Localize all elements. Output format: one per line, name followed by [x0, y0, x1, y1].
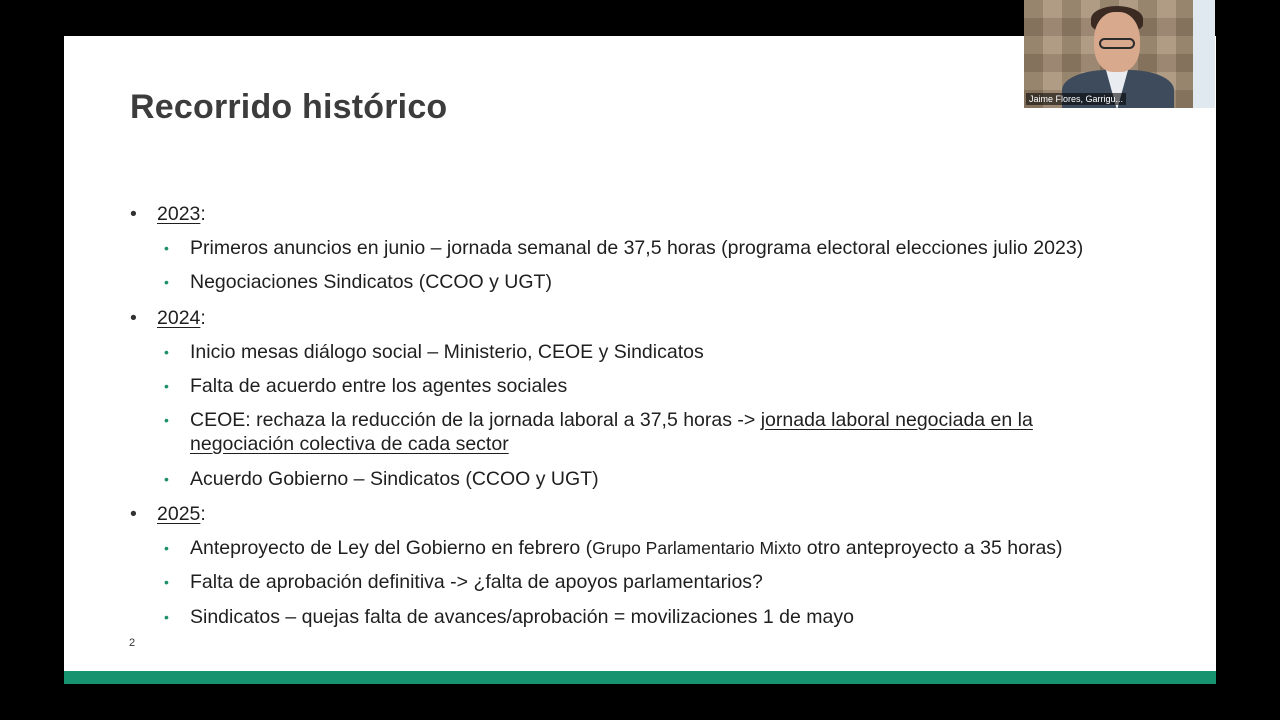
year-colon: : — [200, 307, 206, 329]
year-label: 2023 — [157, 203, 201, 225]
list-item-text: CEOE: rechaza la reducción de la jornada laboral a 37,5 horas -> — [190, 409, 761, 431]
footer-accent-bar — [64, 671, 1216, 684]
list-item-text: Sindicatos – quejas falta de avances/aprobación = movilizaciones 1 de mayo — [190, 606, 854, 628]
bullet: • — [164, 609, 169, 625]
underlined-text: negociación colectiva de cada sector — [190, 433, 509, 455]
presentation-slide — [64, 36, 1216, 684]
list-item-text: Anteproyecto de Ley del Gobierno en febrero ( — [190, 537, 593, 559]
webcam-thumbnail[interactable] — [1024, 0, 1215, 108]
bullet: • — [164, 471, 169, 487]
slide-title: Recorrido histórico — [130, 88, 448, 126]
slide-number: 2 — [129, 637, 136, 649]
list-item-text: Primeros anuncios en junio – jornada semanal de 37,5 horas (programa electoral elecciones julio 2023) — [190, 237, 1084, 259]
bullet: • — [164, 378, 169, 394]
bullet: • — [164, 412, 169, 428]
bullet: • — [130, 203, 137, 225]
bullet: • — [164, 240, 169, 256]
year-colon: : — [200, 503, 206, 525]
list-item-text: otro anteproyecto a 35 horas) — [801, 537, 1063, 559]
list-item-text: Negociaciones Sindicatos (CCOO y UGT) — [190, 271, 552, 293]
bullet: • — [164, 574, 169, 590]
list-item-text: Falta de aprobación definitiva -> ¿falta de apoyos parlamentarios? — [190, 571, 763, 593]
bullet: • — [164, 274, 169, 290]
bullet: • — [164, 344, 169, 360]
bullet: • — [164, 540, 169, 556]
slide-content — [64, 36, 1216, 684]
glasses-icon — [1099, 38, 1135, 49]
year-label: 2025 — [157, 503, 201, 525]
year-label: 2024 — [157, 307, 201, 329]
webcam-window-light — [1193, 0, 1215, 108]
bullet: • — [130, 503, 137, 525]
underlined-text: jornada laboral negociada en la — [760, 409, 1033, 431]
list-item-text: Inicio mesas diálogo social – Ministerio, CEOE y Sindicatos — [190, 341, 704, 363]
bullet: • — [130, 307, 137, 329]
list-item-text-small: Grupo Parlamentario Mixto — [592, 538, 802, 558]
year-colon: : — [200, 203, 206, 225]
list-item-text: Acuerdo Gobierno – Sindicatos (CCOO y UGT) — [190, 468, 599, 490]
list-item-text: Falta de acuerdo entre los agentes sociales — [190, 375, 568, 397]
participant-name-label: Jaime Flores, Garrigu... — [1026, 93, 1126, 105]
